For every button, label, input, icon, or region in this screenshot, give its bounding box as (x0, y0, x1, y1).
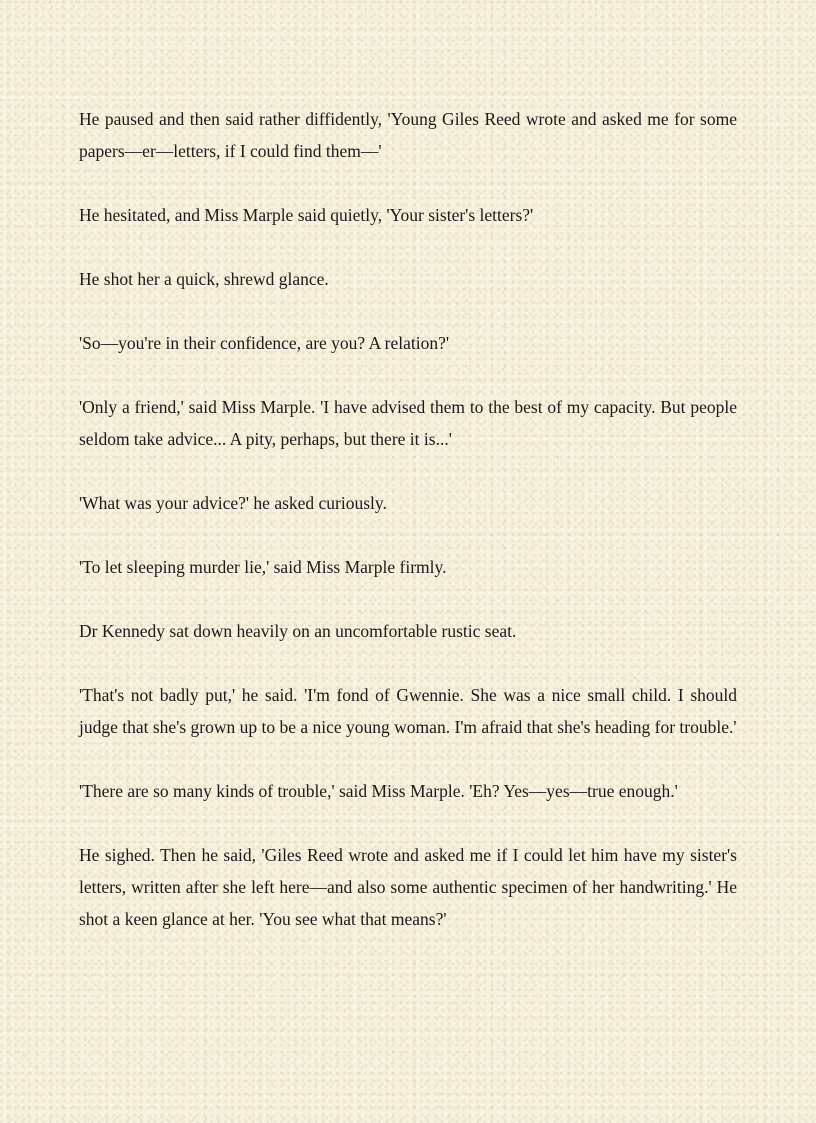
paragraph-2: He hesitated, and Miss Marple said quietly, 'Your sister's letters?' (79, 205, 534, 225)
page-text (79, 103, 737, 967)
paragraph-8: Dr Kennedy sat down heavily on an uncomfortable rustic seat. (79, 621, 517, 641)
paragraph-5: 'Only a friend,' said Miss Marple. 'I have advised them to the best of my capacity. But people seldom take advice... A pity, perhaps, but there it is...' (79, 397, 737, 449)
paragraph-10: 'There are so many kinds of trouble,' said Miss Marple. 'Eh? Yes—yes—true enough.' (79, 781, 678, 801)
paragraph-9: 'That's not badly put,' he said. 'I'm fond of Gwennie. She was a nice small child. I should judge that she's grown up to be a nice young woman. I'm afraid that she's heading for trouble.' (79, 685, 737, 737)
paragraph-1: He paused and then said rather diffidently, 'Young Giles Reed wrote and asked me for some papers—er—letters, if I could find them—' (79, 109, 737, 161)
paragraph-11: He sighed. Then he said, 'Giles Reed wrote and asked me if I could let him have my sister's letters, written after she left here—and also some authentic specimen of her handwriting.' He shot a keen glance at her. 'You see what that means?' (79, 845, 737, 929)
paragraph-7: 'To let sleeping murder lie,' said Miss Marple firmly. (79, 557, 447, 577)
paragraph-4: 'So—you're in their confidence, are you? A relation?' (79, 333, 450, 353)
paragraph-3: He shot her a quick, shrewd glance. (79, 269, 329, 289)
paragraph-6: 'What was your advice?' he asked curiously. (79, 493, 387, 513)
